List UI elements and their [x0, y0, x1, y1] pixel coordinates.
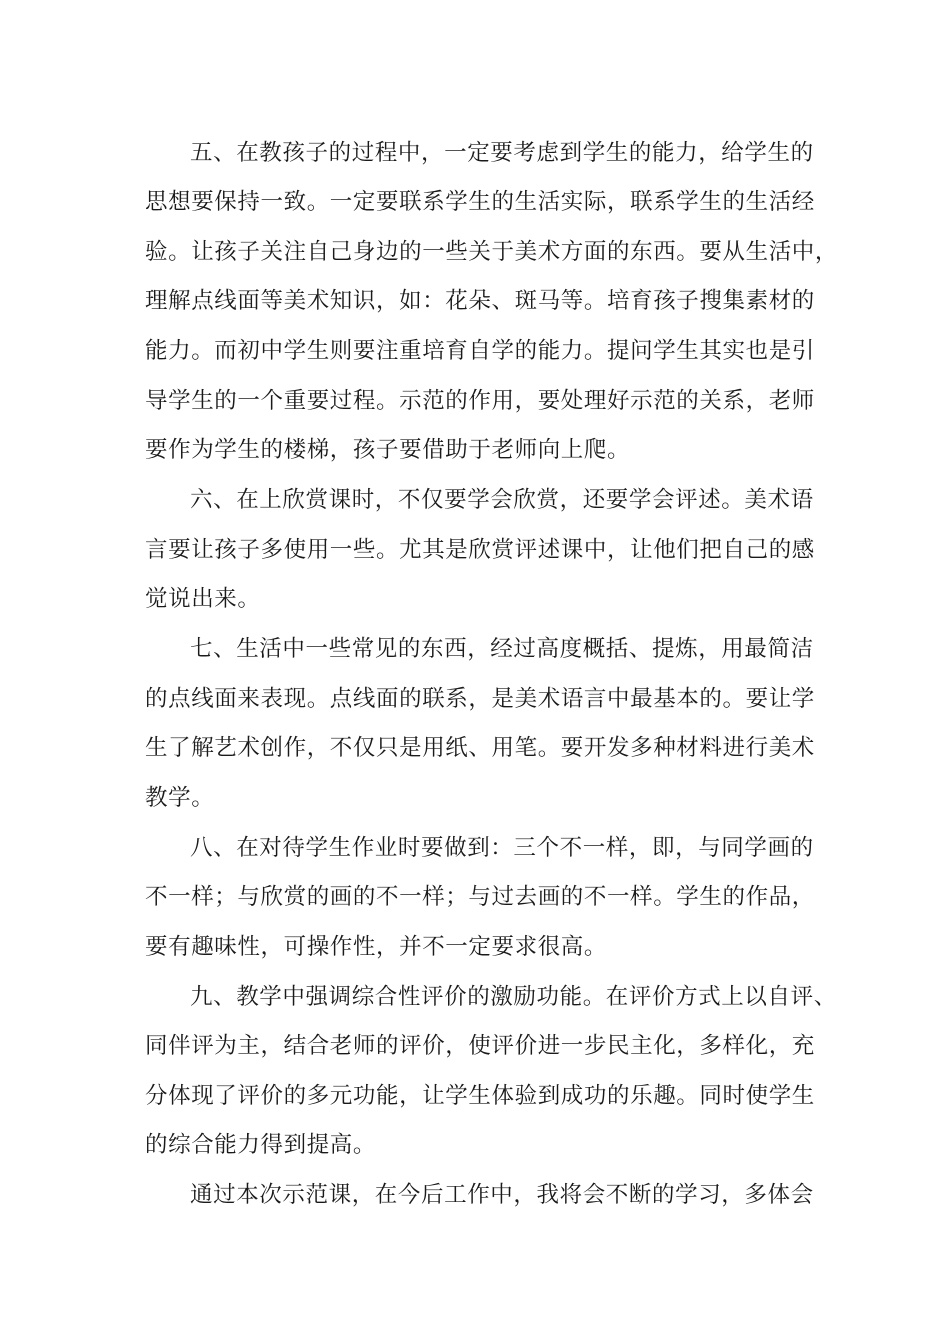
paragraph-5-line-2: 思想要保持一致。一定要联系学生的生活实际，联系学生的生活经: [145, 189, 815, 215]
paragraph-6-line-3: 觉说出来。: [145, 586, 261, 612]
paragraph-5-line-3: 验。让孩子关注自己身边的一些关于美术方面的东西。要从生活中，: [145, 239, 839, 265]
closing-paragraph-line-1: 通过本次示范课，在今后工作中，我将会不断的学习，多体会: [190, 1182, 814, 1208]
paragraph-5-line-5: 能力。而初中学生则要注重培育自学的能力。提问学生其实也是引: [145, 338, 815, 364]
paragraph-6-line-2: 言要让孩子多使用一些。尤其是欣赏评述课中，让他们把自己的感: [145, 537, 815, 563]
paragraph-9-line-4: 的综合能力得到提高。: [145, 1132, 377, 1158]
paragraph-7-line-3: 生了解艺术创作，不仅只是用纸、用笔。要开发多种材料进行美术: [145, 735, 815, 761]
paragraph-7-line-2: 的点线面来表现。点线面的联系，是美术语言中最基本的。要让学: [145, 686, 815, 712]
paragraph-9-line-3: 分体现了评价的多元功能，让学生体验到成功的乐趣。同时使学生: [145, 1083, 815, 1109]
paragraph-8-line-2: 不一样；与欣赏的画的不一样；与过去画的不一样。学生的作品，: [145, 884, 815, 910]
paragraph-5-line-4: 理解点线面等美术知识，如：花朵、斑马等。培育孩子搜集素材的: [145, 288, 815, 314]
paragraph-8-line-1: 八、在对待学生作业时要做到：三个不一样，即，与同学画的: [190, 835, 814, 861]
paragraph-9-line-1: 九、教学中强调综合性评价的激励功能。在评价方式上以自评、: [190, 984, 837, 1010]
paragraph-6-line-1: 六、在上欣赏课时，不仅要学会欣赏，还要学会评述。美术语: [190, 487, 814, 513]
paragraph-7-line-4: 教学。: [145, 785, 215, 811]
paragraph-5-line-1: 五、在教孩子的过程中，一定要考虑到学生的能力，给学生的: [190, 140, 814, 166]
paragraph-5-line-7: 要作为学生的楼梯，孩子要借助于老师向上爬。: [145, 437, 631, 463]
paragraph-8-line-3: 要有趣味性，可操作性，并不一定要求很高。: [145, 934, 608, 960]
paragraph-7-line-1: 七、生活中一些常见的东西，经过高度概括、提炼，用最简洁: [190, 636, 814, 662]
paragraph-5-line-6: 导学生的一个重要过程。示范的作用，要处理好示范的关系，老师: [145, 388, 815, 414]
paragraph-9-line-2: 同伴评为主，结合老师的评价，使评价进一步民主化，多样化，充: [145, 1033, 815, 1059]
